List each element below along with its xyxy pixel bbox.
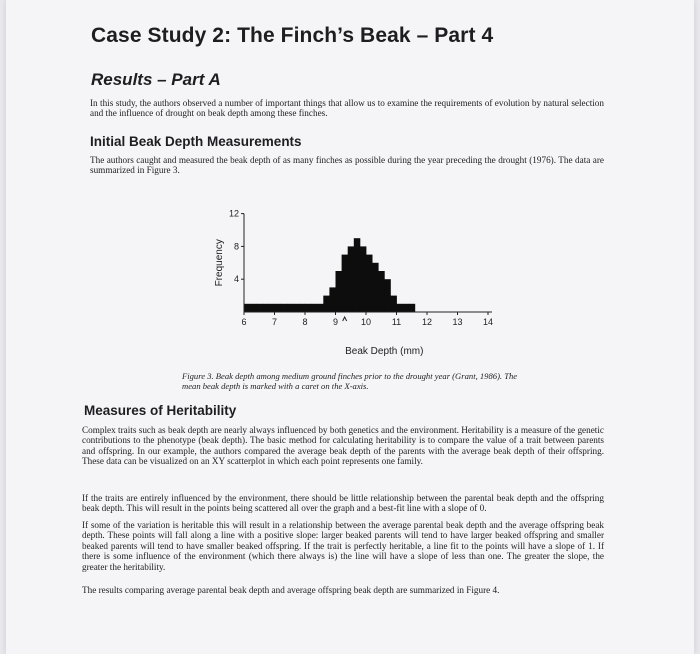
heritability-paragraph-1: Complex traits such as beak depth are nearly always influenced by both genetics and the environment. Heritability is a measure of the genetic contributions to the phenotype (beak depth). The basic method for calculating heritability is to compare the value of a trait between parents and offspring. In our example, the authors compared the average beak depth of the parents with the average beak depth of their offspring. These data can be visualized on an XY scatterplot in which each point represents one family.: [82, 425, 604, 467]
histogram-bar: [354, 238, 361, 312]
histogram-bar: [336, 271, 343, 312]
x-tick-label: 9: [332, 317, 339, 327]
x-tick-label: 10: [360, 317, 372, 327]
histogram-bar: [305, 304, 312, 312]
section-heading-initial-measurements: Initial Beak Depth Measurements: [90, 134, 302, 149]
histogram-bar: [390, 296, 397, 312]
mean-caret-marker: [343, 317, 347, 321]
heritability-paragraph-3: If some of the variation is heritable this will result in a relationship between the average parental beak depth and the average offspring beak depth. These points will fall along a line with a positive slope: larger beaked parents will tend to have larger beaked offspring and smaller beaked parents will tend to have smaller beaked offspring. If the trait is perfectly heritable, a line fit to the points will have a slope of 1. If there is some influence of the environment (which there always is) the line will have a slope of less than one. The greater the slope, the greater the heritability.: [82, 520, 604, 572]
x-tick-label: 8: [302, 317, 308, 327]
y-tick-label: 4: [233, 274, 239, 285]
histogram-bar: [384, 279, 391, 312]
x-tick-label: 7: [271, 317, 278, 327]
y-tick-label: 12: [228, 208, 239, 219]
histogram-bar: [268, 304, 275, 312]
histogram-bar: [323, 296, 330, 312]
x-tick-label: 6: [241, 317, 247, 327]
x-tick-label: 14: [482, 317, 494, 327]
section-heading-heritability: Measures of Heritability: [84, 403, 237, 418]
histogram-bar: [403, 304, 410, 312]
histogram-bar: [409, 304, 416, 312]
histogram-bar: [250, 304, 257, 312]
histogram-bar: [262, 304, 269, 312]
beak-depth-histogram: [202, 190, 502, 360]
x-tick-label: 13: [452, 317, 463, 327]
histogram-bar: [372, 263, 379, 312]
histogram-bar: [366, 255, 373, 312]
histogram-bar: [281, 304, 288, 312]
histogram-bar: [378, 271, 385, 312]
histogram-bar: [348, 246, 355, 312]
document-page: [6, 0, 694, 654]
heritability-paragraph-4: The results comparing average parental beak depth and average offspring beak depth are summarized in Figure 4.: [82, 585, 500, 595]
histogram-bar: [293, 304, 300, 312]
section1-paragraph: The authors caught and measured the beak depth of as many finches as possible during the year preceding the drought (1976). The data are summarized in Figure 3.: [90, 155, 604, 176]
x-tick-label: 12: [421, 317, 433, 327]
histogram-bar: [342, 255, 349, 312]
y-tick-label: 8: [233, 241, 239, 252]
histogram-bar: [311, 304, 318, 312]
histogram-bar: [275, 304, 282, 312]
heritability-paragraph-2: If the traits are entirely influenced by the environment, there should be little relationship between the parental beak depth and the offspring beak depth. This will result in the points being scattered all over the graph and a best-fit line with a slope of 0.: [82, 493, 604, 514]
results-heading: Results – Part A: [91, 70, 221, 89]
y-axis-label: Frequency: [214, 239, 225, 287]
intro-paragraph: In this study, the authors observed a number of important things that allow us to examine the requirements of evolution by natural selection and the influence of drought on beak depth among these finches.: [90, 98, 604, 119]
x-tick-label: 11: [391, 317, 402, 327]
histogram-bar: [299, 304, 306, 312]
histogram-bar: [329, 287, 336, 312]
histogram-bar: [317, 304, 324, 312]
histogram-bar: [287, 304, 294, 312]
histogram-bar: [256, 304, 263, 312]
page-title: Case Study 2: The Finch’s Beak – Part 4: [91, 24, 494, 47]
figure-caption: Figure 3. Beak depth among medium ground finches prior to the drought year (Grant, 1986). The mean beak depth is marked with a caret on the X-axis.: [182, 371, 518, 391]
x-axis-label: Beak Depth (mm): [345, 346, 424, 357]
histogram-bar: [244, 304, 251, 312]
histogram-bar: [360, 246, 367, 312]
histogram-bar: [397, 304, 404, 312]
